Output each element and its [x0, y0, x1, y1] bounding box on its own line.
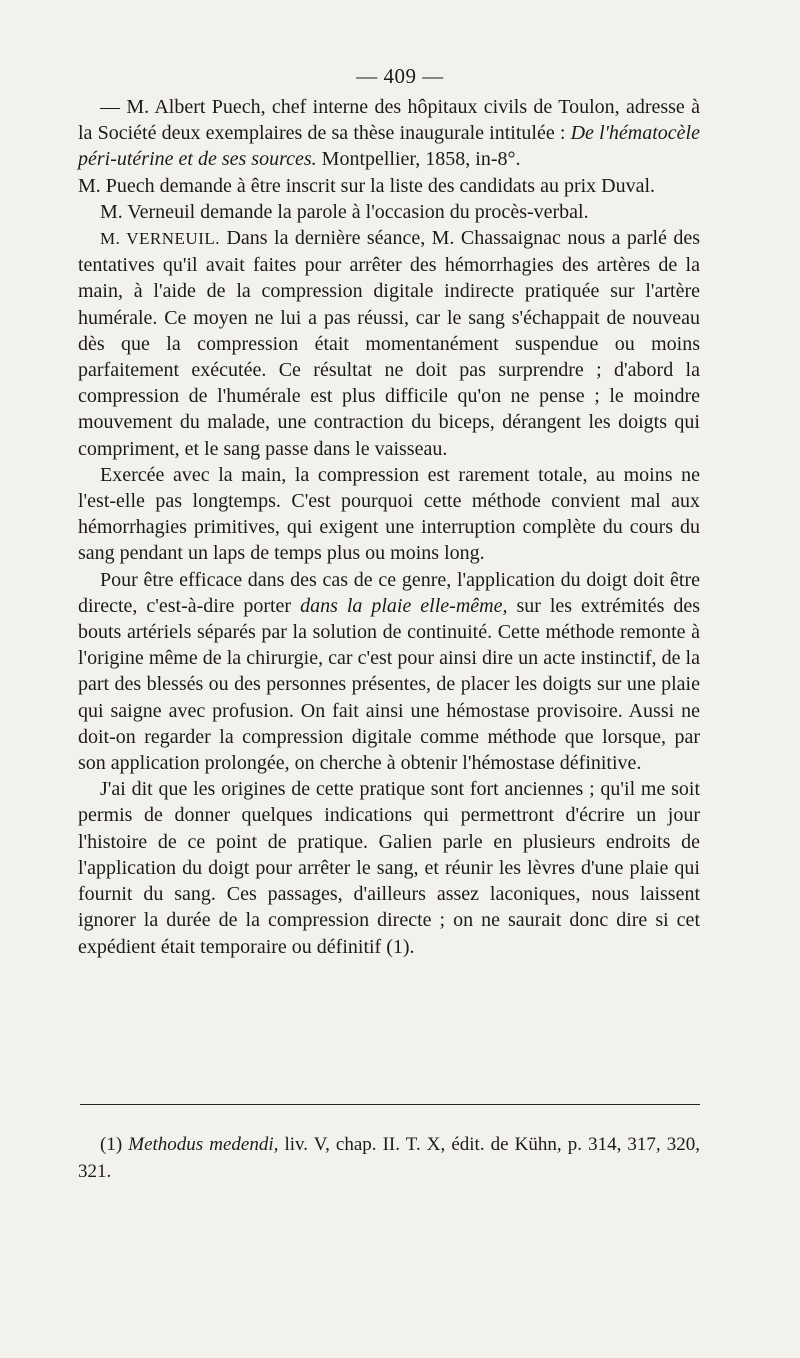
text-run: Dans la dernière séance, M. Chassaignac nous a parlé des tentatives qu'il avait faites pour arrêter des hémorrhagies des artères de la main, à l'aide de la compression digitale indirecte pratiquée sur l'artère humérale. Ce moyen ne lui a pas réussi, car le sang s'échappait de nouveau dès que la compression était momentanément suspendue ou moins parfaitement exécutée. Ce résultat ne doit pas surprendre ; d'abord la compression de l'humérale est plus difficile qu'on ne pense ; le moindre mouvement du malade, une contraction du biceps, dérangent les doigts qui compriment, et le sang passe dans le vaisseau. [78, 227, 700, 460]
body-text [78, 94, 700, 960]
paragraph [78, 173, 700, 199]
text-run: M. Puech demande à être inscrit sur la liste des candidats au prix Duval. [78, 174, 656, 197]
footnote-divider [80, 1104, 700, 1105]
paragraph [78, 567, 700, 777]
text-run: sur les extrémités des bouts artériels séparés par la solution de continuité. Cette méthode remonte à l'origine même de la chirurgie, car c'est pour ainsi dire un acte instinctif, de la part des blessés ou des personnes présentes, de placer les doigts sur une plaie qui saigne avec profusion. On fait ainsi une hémostase provisoire. Aussi ne doit-on regarder la compression digitale comme méthode que lorsque, par son application prolongée, on cherche à obtenir l'hémostase définitive. [78, 594, 700, 775]
paragraph [78, 776, 700, 959]
text-run: Montpellier, 1858, in-8°. [316, 148, 521, 171]
text-run: Pour être efficace dans des cas de ce genre, l'application du doigt doit être directe, c'est-à-dire porter [78, 568, 700, 617]
italic-title: De l'hématocèle péri-utérine et de ses sources. [78, 122, 700, 171]
text-run: Exercée avec la main, la compression est rarement totale, au moins ne l'est-elle pas longtemps. C'est pourquoi cette méthode convient mal aux hémorrhagies primitives, qui exigent une interruption complète du cours du sang pendant un laps de temps plus ou moins long. [78, 463, 700, 565]
text-run: liv. V, chap. II. T. X, édit. de Kühn, p. 314, 317, 320, 321. [78, 1134, 700, 1182]
paragraph [78, 225, 700, 462]
text-run: (1) [100, 1134, 129, 1155]
speaker-name: M. VERNEUIL. [100, 229, 221, 249]
paragraph [78, 199, 700, 225]
text-run: M. Verneuil demande la parole à l'occasion du procès-verbal. [100, 200, 589, 223]
paragraph [78, 94, 700, 173]
text-run: J'ai dit que les origines de cette pratique sont fort anciennes ; qu'il me soit permis de donner quelques indications qui permettront d'écrire un jour l'histoire de ce point de pratique. Galien parle en plusieurs endroits de l'application du doigt pour arrêter le sang, et réunir les lèvres d'une plaie qui fournit du sang. Ces passages, d'ailleurs assez laconiques, nous laissent ignorer la durée de la compression directe ; on ne saurait donc dire si cet expédient était temporaire ou définitif (1). [78, 778, 700, 958]
italic-title: Methodus medendi, [128, 1134, 279, 1155]
footnote-text [78, 1131, 700, 1185]
footnote [78, 1131, 700, 1185]
paragraph [78, 462, 700, 567]
italic-title: dans la plaie elle-même, [300, 594, 508, 617]
text-run: — M. Albert Puech, chef interne des hôpitaux civils de Toulon, adresse à la Société deux exemplaires de sa thèse inaugurale intitulée : [78, 96, 700, 145]
page-number: — 409 — [356, 64, 444, 88]
